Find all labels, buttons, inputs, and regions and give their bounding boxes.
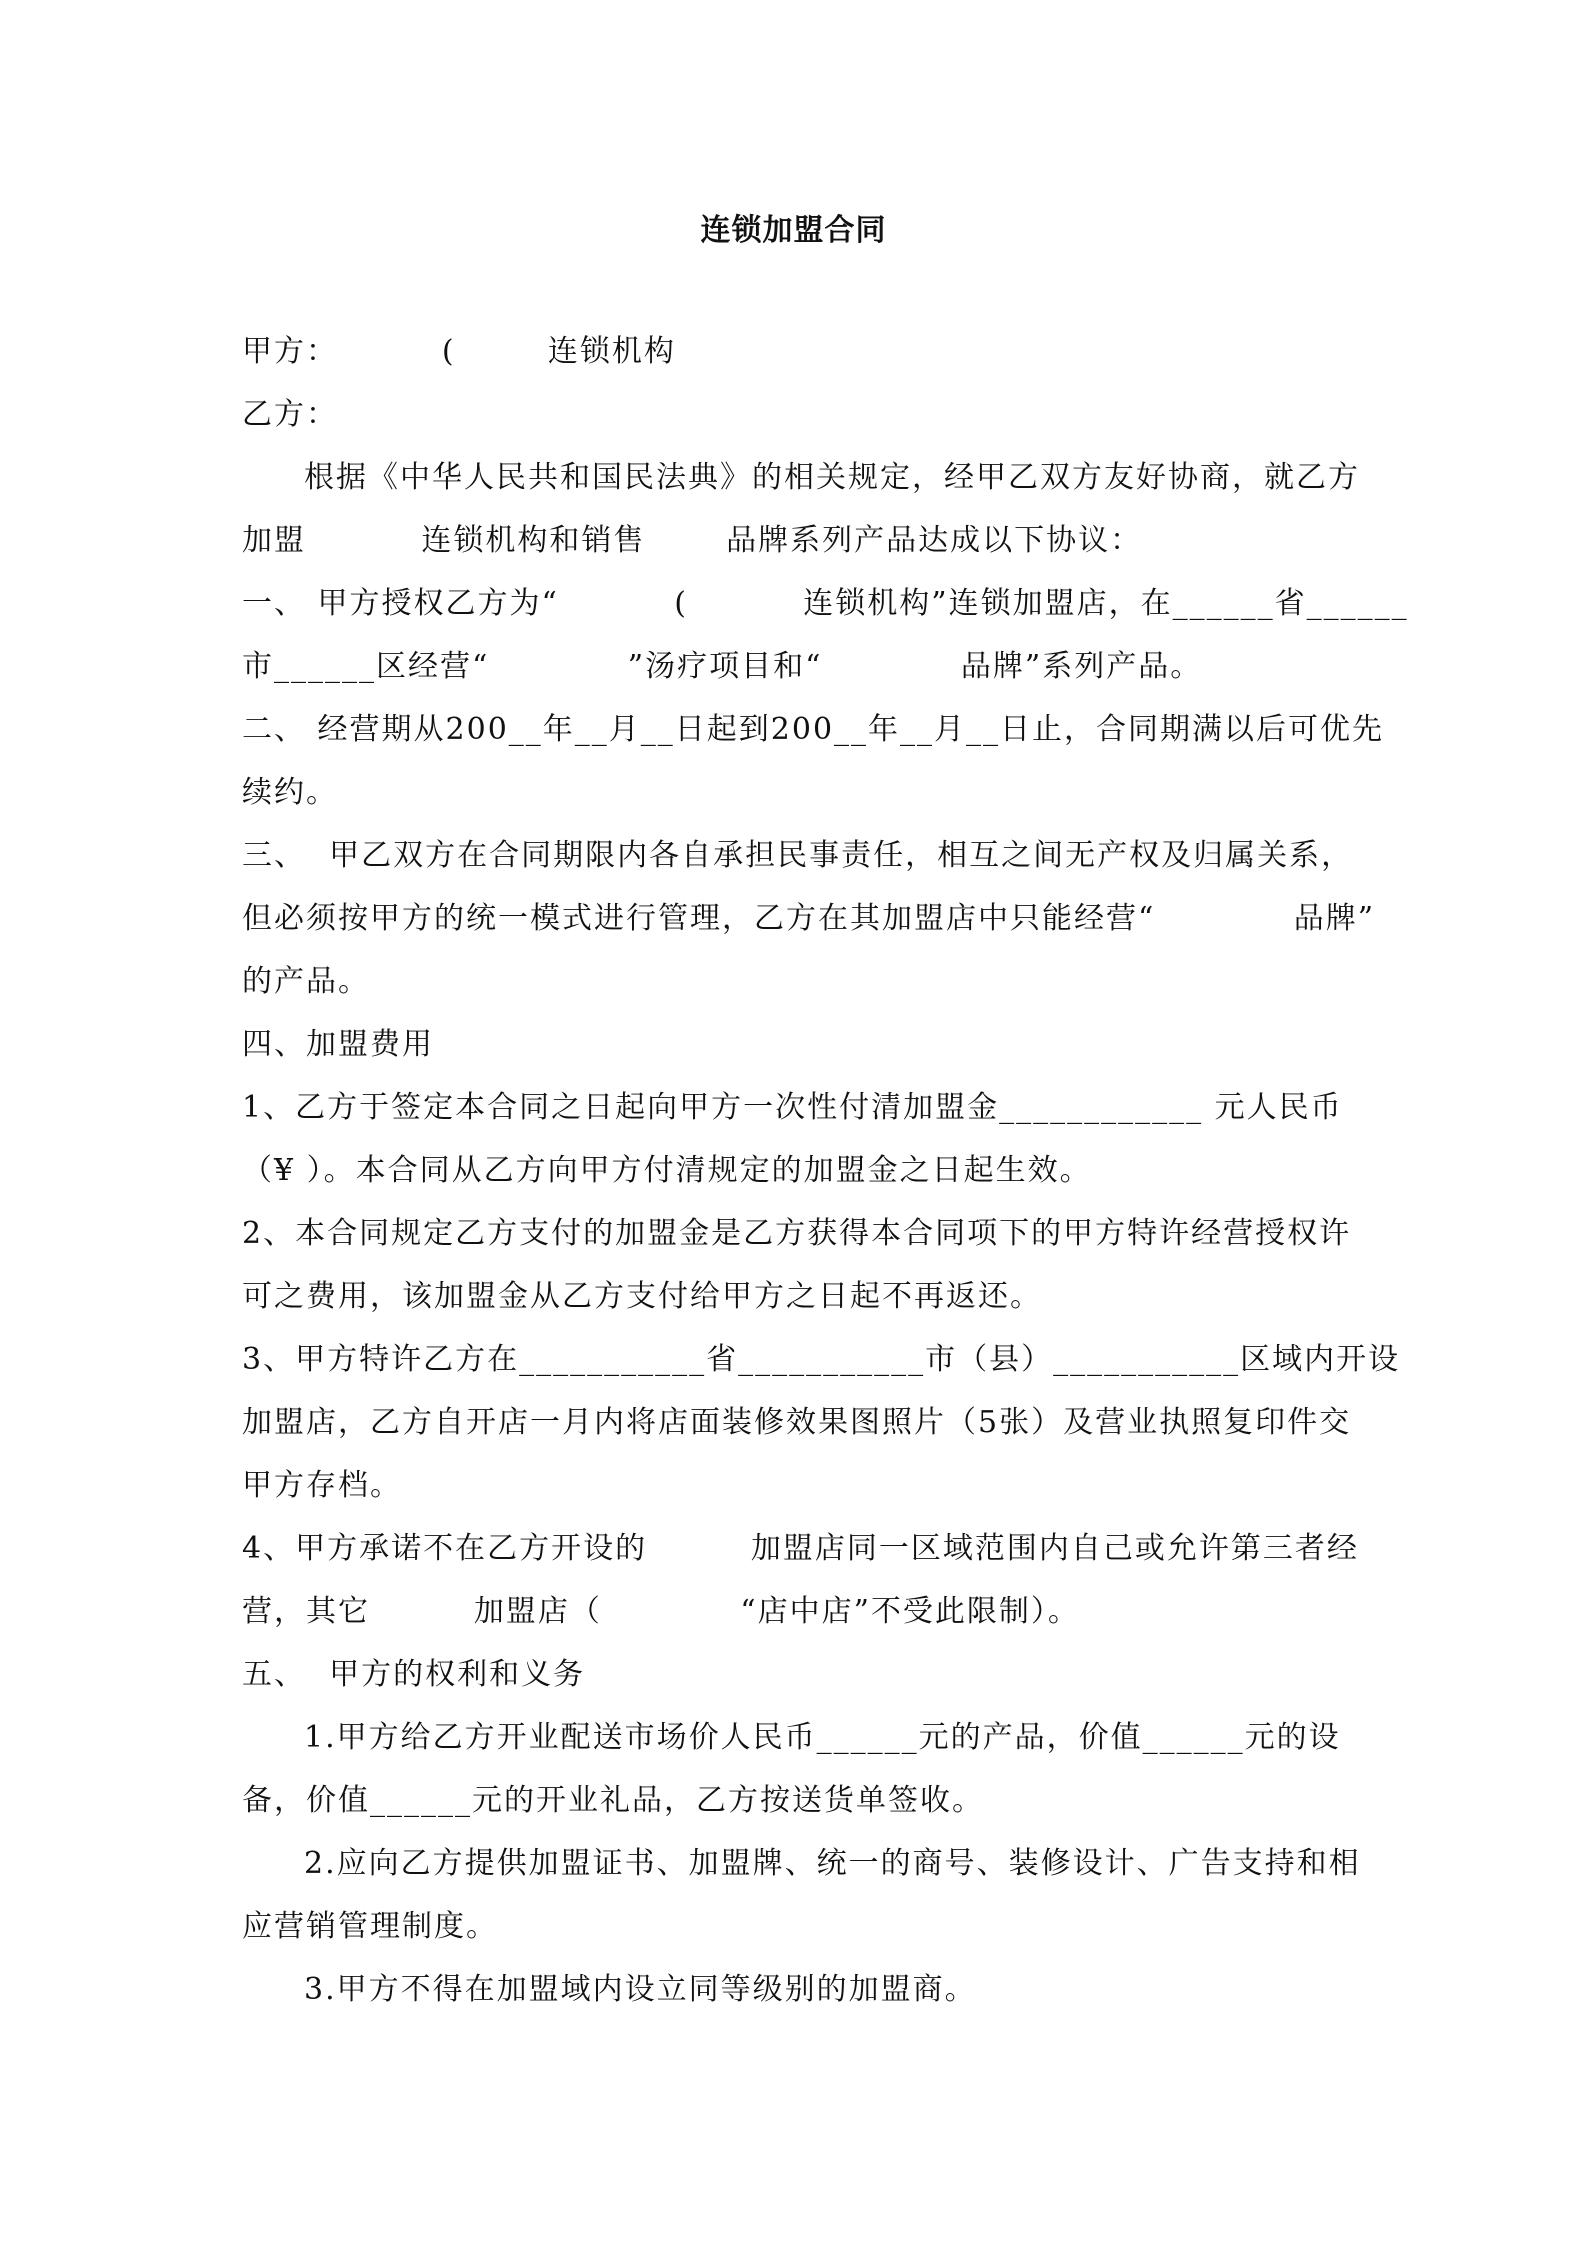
fee-item-1-line-2: （¥ ）。本合同从乙方向甲方付清规定的加盟金之日起生效。	[242, 1153, 1092, 1188]
duty-1-line-2: 备，价值______元的开业礼品，乙方按送货单签收。	[242, 1783, 984, 1818]
fee-item-4-line-2: 营，其它 加盟店（ “店中店”不受此限制）。	[242, 1594, 1080, 1629]
fee-item-2-line-1: 2、本合同规定乙方支付的加盟金是乙方获得本合同项下的甲方特许经营授权许	[242, 1216, 1352, 1251]
fee-item-3-line-3: 甲方存档。	[242, 1468, 402, 1503]
fee-item-3-line-2: 加盟店，乙方自开店一月内将店面装修效果图照片（5张）及营业执照复印件交	[242, 1405, 1352, 1440]
section-4-heading: 四、加盟费用	[242, 1027, 434, 1062]
clause-2-line-2: 续约。	[242, 775, 338, 810]
duty-2-line-1: 2.应向乙方提供加盟证书、加盟牌、统一的商号、装修设计、广告支持和相	[304, 1846, 1361, 1881]
party-a-line: 甲方： ( 连锁机构	[242, 334, 676, 369]
fee-item-2-line-2: 可之费用，该加盟金从乙方支付给甲方之日起不再返还。	[242, 1279, 1042, 1314]
duty-1-line-1: 1.甲方给乙方开业配送市场价人民币______元的产品，价值______元的设	[304, 1720, 1341, 1755]
fee-item-3-line-1: 3、甲方特许乙方在___________省___________市（县）___________区域内开设	[242, 1342, 1401, 1377]
party-b-line: 乙方：	[242, 397, 338, 432]
document-title: 连锁加盟合同	[700, 213, 887, 248]
preamble-line-2: 加盟 连锁机构和销售 品牌系列产品达成以下协议：	[242, 523, 1143, 558]
section-5-heading: 五、 甲方的权利和义务	[242, 1657, 586, 1692]
clause-3-line-3: 的产品。	[242, 964, 370, 999]
clause-1-line-2: 市______区经营“ ”汤疗项目和“ 品牌”系列产品。	[242, 649, 1203, 684]
fee-item-4-line-1: 4、甲方承诺不在乙方开设的 加盟店同一区域范围内自己或允许第三者经	[242, 1531, 1359, 1566]
duty-3-line-1: 3.甲方不得在加盟域内设立同等级别的加盟商。	[304, 1972, 977, 2007]
preamble-line-1: 根据《中华人民共和国民法典》的相关规定，经甲乙双方友好协商，就乙方	[304, 460, 1360, 495]
clause-3-line-2: 但必须按甲方的统一模式进行管理，乙方在其加盟店中只能经营“ 品牌”	[242, 901, 1376, 936]
clause-2-line-1: 二、 经营期从200__年__月__日起到200__年__月__日止，合同期满以后可优先	[242, 712, 1385, 747]
fee-item-1-line-1: 1、乙方于签定本合同之日起向甲方一次性付清加盟金____________ 元人民币	[242, 1090, 1343, 1125]
duty-2-line-2: 应营销管理制度。	[242, 1909, 498, 1944]
clause-3-line-1: 三、 甲乙双方在合同期限内各自承担民事责任，相互之间无产权及归属关系，	[242, 838, 1354, 873]
clause-1-line-1: 一、 甲方授权乙方为“ ( 连锁机构”连锁加盟店，在______省______	[242, 586, 1409, 621]
contract-body	[242, 320, 1409, 2021]
